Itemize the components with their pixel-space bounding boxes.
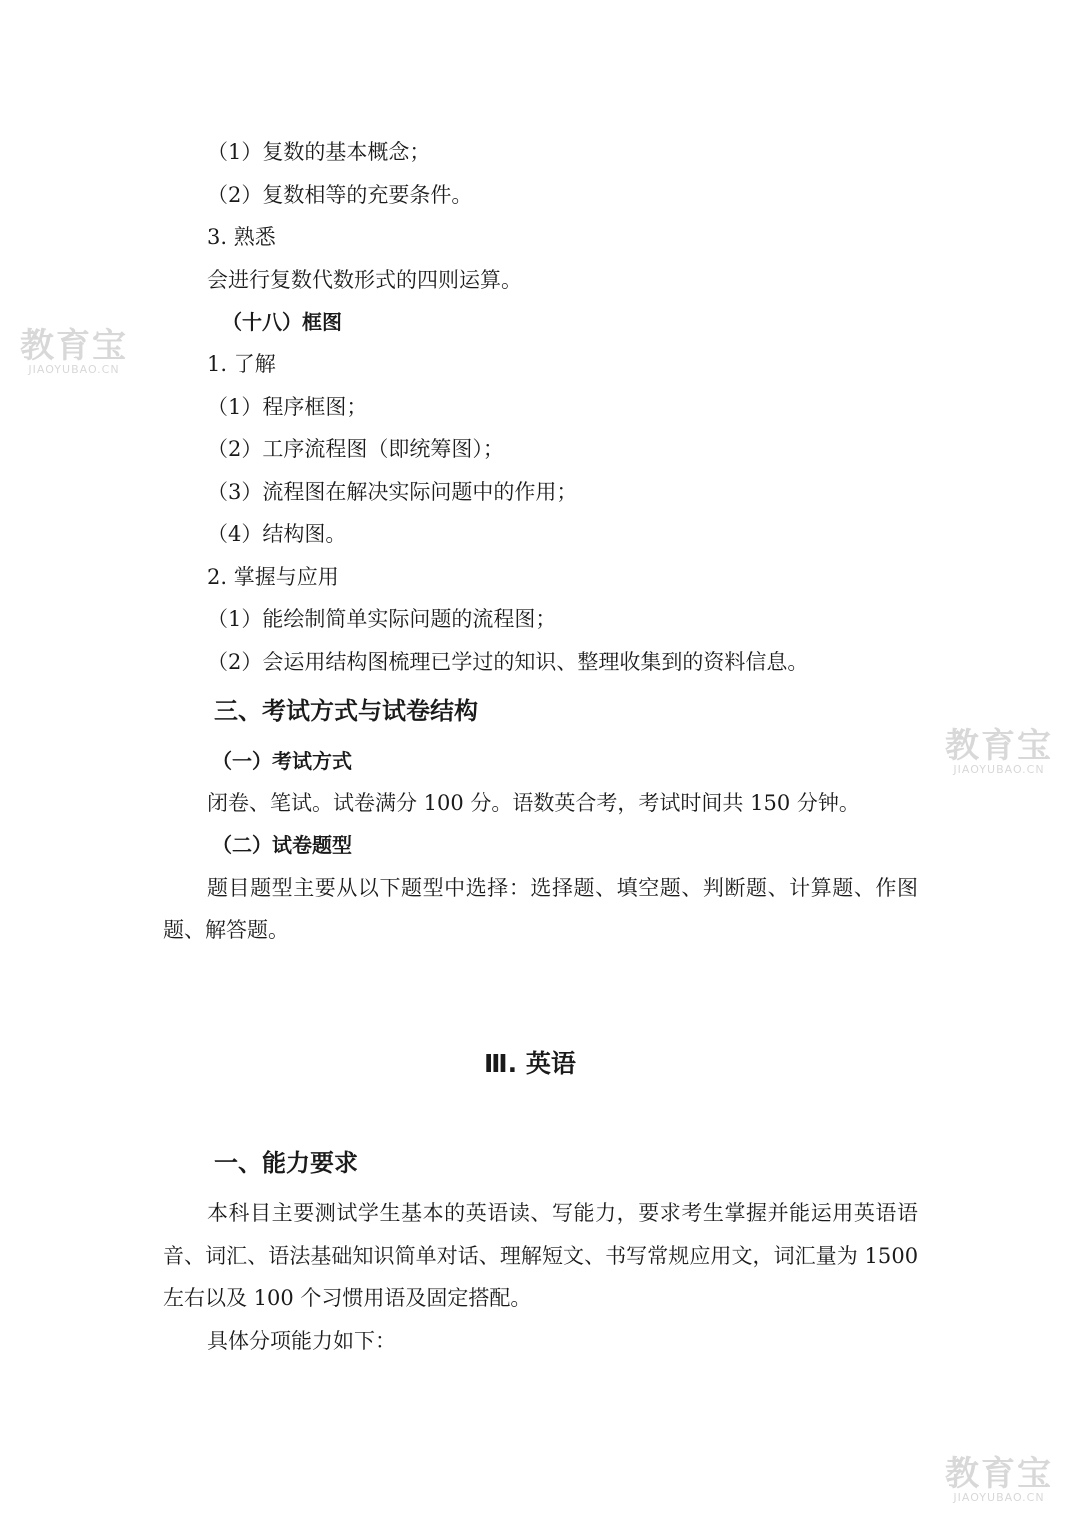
section-heading: （十八）框图 bbox=[222, 310, 342, 334]
watermark-domain: JIAOYUBAO.CN bbox=[953, 1491, 1045, 1504]
text-line: 闭卷、笔试。试卷满分 100 分。语数英合考，考试时间共 150 分钟。 bbox=[207, 791, 860, 815]
text-line: 1. 了解 bbox=[207, 352, 276, 376]
watermark-logo bbox=[20, 328, 128, 376]
text-line: 左右以及 100 个习惯用语及固定搭配。 bbox=[163, 1286, 532, 1310]
text-line: 本科目主要测试学生基本的英语读、写能力，要求考生掌握并能运用英语语 bbox=[207, 1201, 919, 1225]
text-line: （4）结构图。 bbox=[207, 522, 347, 546]
text-line: （2）会运用结构图梳理已学过的知识、整理收集到的资料信息。 bbox=[207, 650, 809, 674]
text-line: （1）能绘制简单实际问题的流程图； bbox=[207, 607, 557, 631]
section-heading: Ⅲ. 英语 bbox=[484, 1049, 576, 1078]
section-heading: （二）试卷题型 bbox=[212, 833, 352, 857]
text-line: 音、词汇、语法基础知识简单对话、理解短文、书写常规应用文，词汇量为 1500 bbox=[163, 1244, 919, 1268]
watermark-text: 教育宝 bbox=[20, 326, 128, 366]
watermark-text: 教育宝 bbox=[945, 1454, 1053, 1494]
text-line: （3）流程图在解决实际问题中的作用； bbox=[207, 480, 578, 504]
text-line: （2）工序流程图（即统筹图）； bbox=[207, 437, 504, 461]
text-line: （1）复数的基本概念； bbox=[207, 140, 431, 164]
section-heading: 一、能力要求 bbox=[214, 1149, 358, 1177]
watermark-domain: JIAOYUBAO.CN bbox=[28, 363, 120, 376]
text-line: （2）复数相等的充要条件。 bbox=[207, 183, 473, 207]
text-line: 题目题型主要从以下题型中选择：选择题、填空题、判断题、计算题、作图 bbox=[207, 876, 919, 900]
section-heading: 三、考试方式与试卷结构 bbox=[214, 697, 478, 725]
watermark-logo bbox=[945, 728, 1053, 776]
text-line: 3. 熟悉 bbox=[207, 225, 276, 249]
text-line: （1）程序框图； bbox=[207, 395, 368, 419]
text-line: 会进行复数代数形式的四则运算。 bbox=[207, 268, 522, 292]
section-heading: （一）考试方式 bbox=[212, 749, 352, 773]
text-line: 题、解答题。 bbox=[163, 918, 289, 942]
watermark-logo bbox=[945, 1456, 1053, 1504]
watermark-domain: JIAOYUBAO.CN bbox=[953, 763, 1045, 776]
watermark-text: 教育宝 bbox=[945, 726, 1053, 766]
text-line: 具体分项能力如下： bbox=[207, 1329, 396, 1353]
text-line: 2. 掌握与应用 bbox=[207, 565, 339, 589]
